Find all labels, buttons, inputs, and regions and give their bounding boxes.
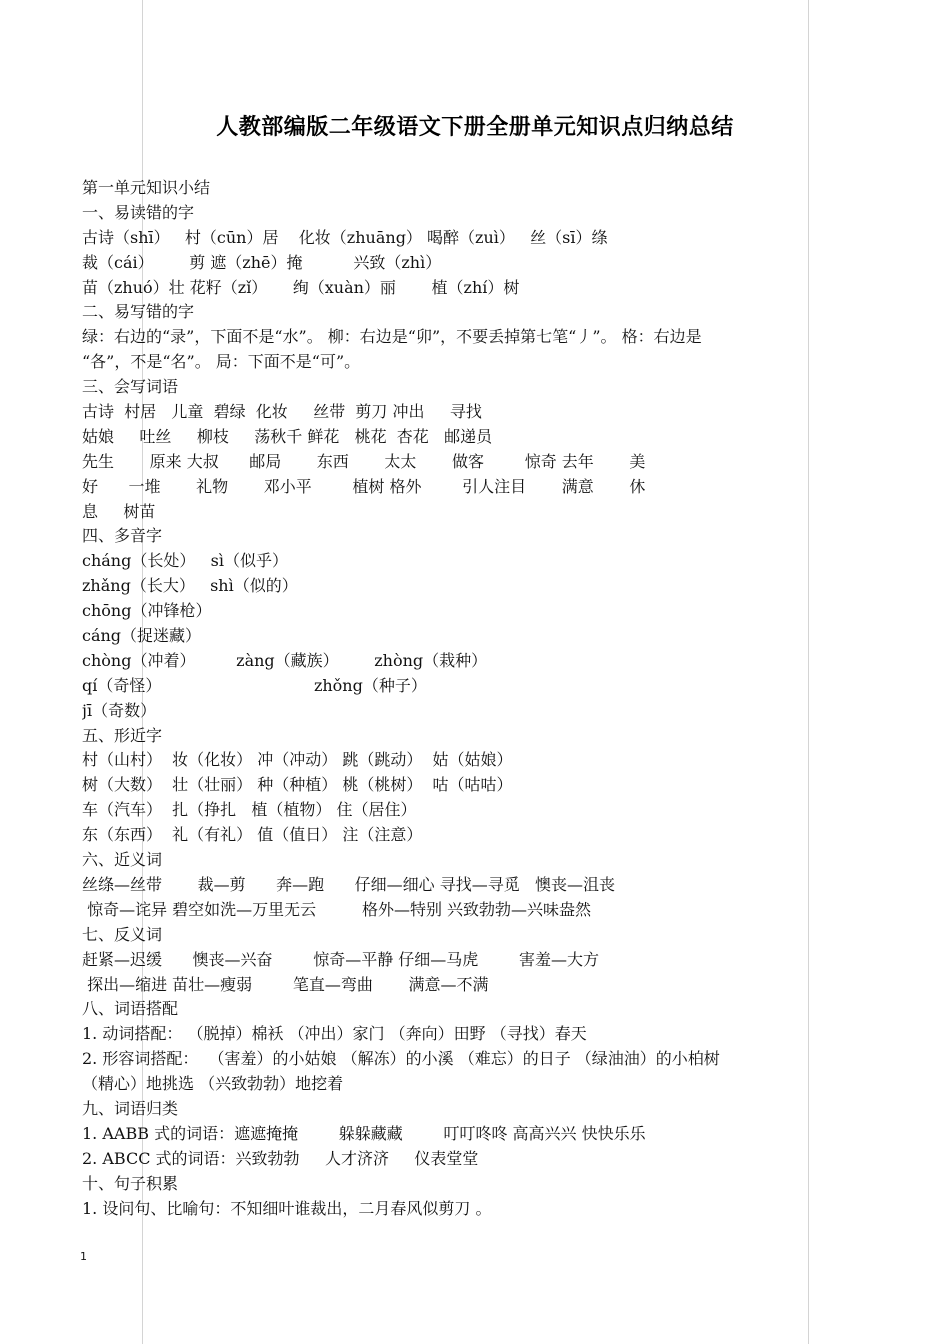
text-line: cáng（捉迷藏） xyxy=(82,626,202,646)
text-line: 好 一堆 礼物 邓小平 植树 格外 引人注目 满意 休 xyxy=(82,476,646,496)
subsection-heading: 六、近义词 xyxy=(82,850,163,870)
text-line: 车（汽车） 扎（挣扎 植（植物） 住（居住） xyxy=(82,800,417,820)
text-line: 息 树苗 xyxy=(82,501,156,521)
text-line: 探出—缩进 苗壮—瘦弱 笔直—弯曲 满意—不满 xyxy=(82,974,489,994)
subsection-heading: 九、词语归类 xyxy=(82,1098,179,1118)
text-line: chòng（冲着） zàng（藏族） zhòng（栽种） xyxy=(82,650,488,670)
text-line: 惊奇—诧异 碧空如洗—万里无云 格外—特别 兴致勃勃—兴味盎然 xyxy=(82,899,592,919)
text-line: 村（山村） 妆（化妆） 冲（冲动） 跳（跳动） 姑（姑娘） xyxy=(82,750,513,770)
text-line: 绿：右边的“录”，下面不是“水”。 柳：右边是“卯”，不要丢掉第七笔“丿”。 格：右边是 xyxy=(82,327,702,347)
subsection-heading: 一、易读错的字 xyxy=(82,202,195,222)
text-line: zhǎng（长大） shì（似的） xyxy=(82,576,298,596)
text-line: jī（奇数） xyxy=(82,700,157,720)
subsection-heading: 二、易写错的字 xyxy=(82,302,195,322)
text-line: 东（东西） 礼（有礼） 值（值日） 注（注意） xyxy=(82,825,423,845)
page-number: 1 xyxy=(80,1250,87,1263)
subsection-heading: 八、词语搭配 xyxy=(82,999,179,1019)
subsection-heading: 五、形近字 xyxy=(82,725,163,745)
text-line: 先生 原来 大叔 邮局 东西 太太 做客 惊奇 去年 美 xyxy=(82,451,646,471)
text-line: chōng（冲锋枪） xyxy=(82,601,212,621)
text-line: 丝绦—丝带 裁—剪 奔—跑 仔细—细心 寻找—寻觅 懊丧—沮丧 xyxy=(82,874,615,894)
subsection-heading: 七、反义词 xyxy=(82,924,163,944)
text-line: 2. 形容词搭配： （害羞）的小姑娘 （解冻）的小溪 （难忘）的日子 （绿油油）的小柏树 xyxy=(82,1049,720,1069)
text-line: 姑娘 吐丝 柳枝 荡秋千 鲜花 桃花 杏花 邮递员 xyxy=(82,426,493,446)
text-line: 1. 动词搭配： （脱掉）棉袄 （冲出）家门 （奔向）田野 （寻找）春天 xyxy=(82,1024,587,1044)
text-line: 裁（cái） 剪 遮（zhē）掩 兴致（zhì） xyxy=(82,252,442,272)
subsection-heading: 三、会写词语 xyxy=(82,377,179,397)
document-body xyxy=(82,176,872,1221)
text-line: 2. ABCC 式的词语：兴致勃勃 人才济济 仪表堂堂 xyxy=(82,1148,479,1168)
subsection-heading: 四、多音字 xyxy=(82,526,163,546)
section-heading: 第一单元知识小结 xyxy=(82,178,211,197)
text-line: 赶紧—迟缓 懊丧—兴奋 惊奇—平静 仔细—马虎 害羞—大方 xyxy=(82,949,599,969)
text-line: 苗（zhuó）壮 花籽（zǐ） 绚（xuàn）丽 植（zhí）树 xyxy=(82,277,520,297)
text-line: qí（奇怪） zhǒng（种子） xyxy=(82,675,427,695)
text-line: 1. 设问句、比喻句：不知细叶谁裁出，二月春风似剪刀 。 xyxy=(82,1198,492,1218)
text-line: cháng（长处） sì（似乎） xyxy=(82,551,288,571)
text-line: 树（大数） 壮（壮丽） 种（种植） 桃（桃树） 咕（咕咕） xyxy=(82,775,513,795)
text-line: “各”，不是“名”。 局：下面不是“可”。 xyxy=(82,352,361,372)
page-title: 人教部编版二年级语文下册全册单元知识点归纳总结 xyxy=(216,115,734,140)
text-line: 古诗 村居 儿童 碧绿 化妆 丝带 剪刀 冲出 寻找 xyxy=(82,402,482,422)
subsection-heading: 十、句子积累 xyxy=(82,1173,179,1193)
text-line: （精心）地挑选 （兴致勃勃）地挖着 xyxy=(82,1074,344,1094)
text-line: 古诗（shī） 村（cūn）居 化妆（zhuāng） 喝醉（zuì） 丝（sī）绦 xyxy=(82,227,608,247)
text-line: 1. AABB 式的词语：遮遮掩掩 躲躲藏藏 叮叮咚咚 高高兴兴 快快乐乐 xyxy=(82,1123,646,1143)
